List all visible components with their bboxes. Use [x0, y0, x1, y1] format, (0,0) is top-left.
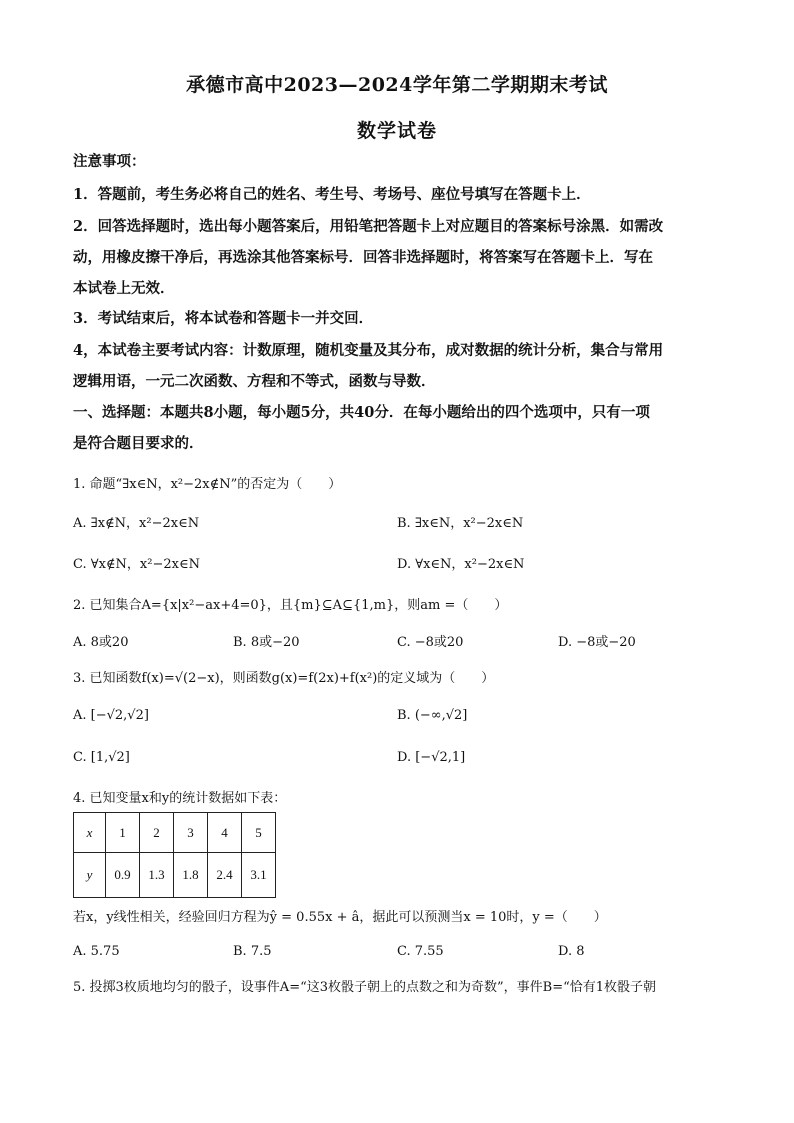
- question-1-option-d: D. ∀x∈N，x²−2x∈N: [397, 557, 525, 572]
- question-5-stem: 5. 投掷3枚质地均匀的骰子，设事件A=“这3枚骰子朝上的点数之和为奇数”，事件B=“恰有1枚骰子朝: [73, 980, 657, 995]
- table-cell: 1.8: [174, 853, 208, 898]
- table-cell: 1: [106, 813, 140, 853]
- notice-line-1: 1．答题前，考生务必将自己的姓名、考生号、考场号、座位号填写在答题卡上．: [73, 186, 591, 203]
- question-4-option-b: B. 7.5: [233, 944, 272, 959]
- section-heading-line-2: 是符合题目要求的．: [73, 435, 204, 452]
- section-heading-line-1: 一、选择题：本题共8小题，每小题5分，共40分．在每小题给出的四个选项中，只有一项: [73, 404, 650, 421]
- question-1-option-c: C. ∀x∉N，x²−2x∈N: [73, 557, 200, 572]
- notice-line-6: 4，本试卷主要考试内容：计数原理，随机变量及其分布，成对数据的统计分析，集合与常用: [73, 342, 664, 359]
- question-2-stem: 2. 已知集合A={x|x²−ax+4=0}，且{m}⊆A⊆{1,m}，则am =（ ）: [73, 598, 508, 613]
- notice-line-3: 动，用橡皮擦干净后，再选涂其他答案标号．回答非选择题时，将答案写在答题卡上．写在: [73, 249, 653, 266]
- question-2-option-d: D. −8或−20: [558, 635, 636, 650]
- notice-line-7: 逻辑用语，一元二次函数、方程和不等式，函数与导数．: [73, 373, 436, 390]
- notice-heading: 注意事项：: [73, 153, 146, 170]
- question-4-option-c: C. 7.55: [397, 944, 444, 959]
- exam-title: 承德市高中2023—2024学年第二学期期末考试: [186, 74, 608, 96]
- table-cell: 2.4: [208, 853, 242, 898]
- table-header-x: x: [74, 813, 106, 853]
- table-cell: 4: [208, 813, 242, 853]
- exam-subtitle: 数学试卷: [356, 120, 437, 142]
- question-4-regression-line: 若x，y线性相关，经验回归方程为ŷ = 0.55x + â，据此可以预测当x = 10时，y =（ ）: [73, 910, 607, 925]
- question-3-stem: 3. 已知函数f(x)=√(2−x)，则函数g(x)=f(2x)+f(x²)的定义域为（ ）: [73, 671, 495, 686]
- question-2-option-a: A. 8或20: [73, 635, 129, 650]
- table-cell: 1.3: [140, 853, 174, 898]
- question-1-option-b: B. ∃x∈N，x²−2x∈N: [397, 516, 524, 531]
- statistics-table: [73, 812, 276, 898]
- question-1-option-a: A. ∃x∉N，x²−2x∈N: [73, 516, 200, 531]
- question-3-option-d: D. [−√2,1]: [397, 750, 466, 765]
- table-cell: 0.9: [106, 853, 140, 898]
- table-cell: 2: [140, 813, 174, 853]
- table-header-y: y: [74, 853, 106, 898]
- table-cell: 3.1: [242, 853, 276, 898]
- table-row-x: [74, 813, 276, 853]
- question-4-option-d: D. 8: [558, 944, 585, 959]
- question-2-option-c: C. −8或20: [397, 635, 464, 650]
- notice-line-2: 2．回答选择题时，选出每小题答案后，用铅笔把答题卡上对应题目的答案标号涂黑．如需改: [73, 218, 664, 235]
- question-3-option-c: C. [1,√2]: [73, 750, 130, 765]
- question-4-stem: 4. 已知变量x和y的统计数据如下表：: [73, 791, 287, 806]
- notice-line-5: 3．考试结束后，将本试卷和答题卡一并交回．: [73, 310, 374, 327]
- notice-line-4: 本试卷上无效．: [73, 280, 175, 297]
- question-4-option-a: A. 5.75: [73, 944, 120, 959]
- question-1-stem: 1. 命题“∃x∈N，x²−2x∉N”的否定为（ ）: [73, 477, 342, 492]
- question-3-option-b: B. (−∞,√2]: [397, 708, 468, 723]
- question-2-option-b: B. 8或−20: [233, 635, 300, 650]
- table-row-y: [74, 853, 276, 898]
- table-cell: 5: [242, 813, 276, 853]
- table-cell: 3: [174, 813, 208, 853]
- question-3-option-a: A. [−√2,√2]: [73, 708, 149, 723]
